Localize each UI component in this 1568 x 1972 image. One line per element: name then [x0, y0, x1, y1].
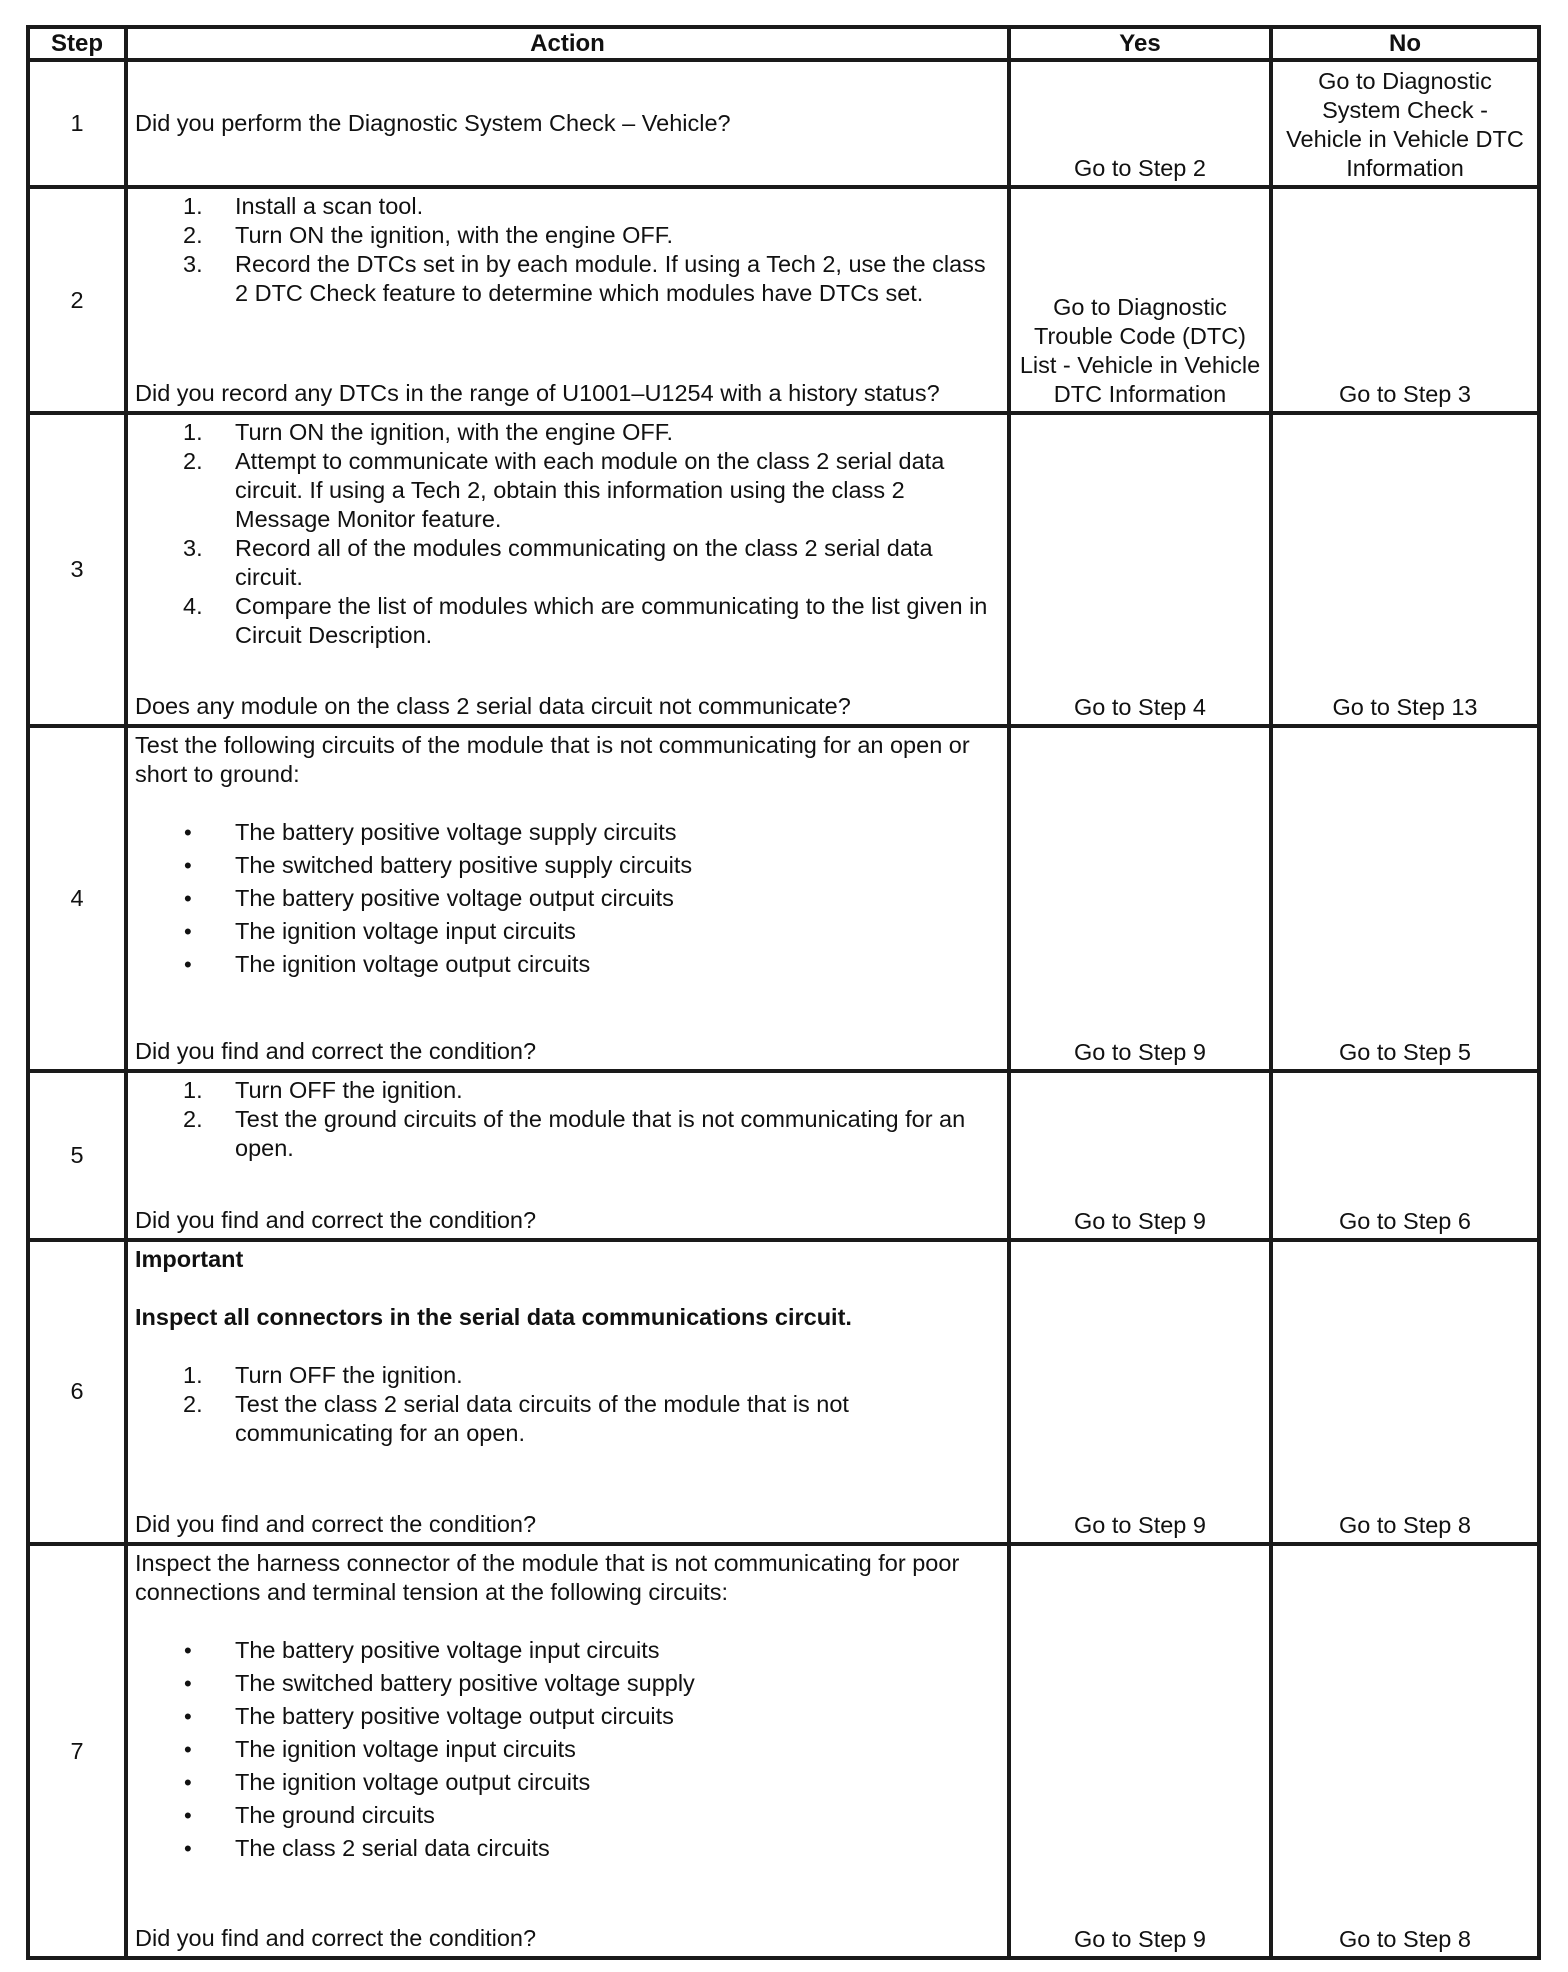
numbered-list: [135, 192, 999, 308]
no-cell: Go to Step 8: [1271, 1240, 1539, 1545]
step-number: 7: [28, 1544, 126, 1958]
list-item: • The ignition voltage input circuits: [184, 1736, 576, 1763]
header-row: [28, 27, 1539, 60]
question-text: Did you perform the Diagnostic System Check – Vehicle?: [135, 110, 731, 137]
list-item: 3. Record all of the modules communicating on the class 2 serial data circuit.: [183, 535, 933, 591]
list-item: 2. Turn ON the ignition, with the engine OFF.: [183, 222, 674, 249]
action-cell: [126, 187, 1009, 413]
yes-cell: Go to Step 4: [1009, 413, 1271, 726]
list-item: • The battery positive voltage supply circuits: [184, 819, 677, 846]
yes-cell: Go to Step 9: [1009, 1544, 1271, 1958]
table-row: [28, 187, 1539, 413]
list-item: 1. Turn OFF the ignition.: [183, 1361, 463, 1388]
list-item: 4. Compare the list of modules which are communicating to the list given in Circuit Description.: [183, 593, 988, 649]
important-text: Inspect all connectors in the serial data communications circuit.: [135, 1303, 852, 1330]
yes-cell: Go to Step 2: [1009, 60, 1271, 187]
list-item: • The ignition voltage output circuits: [184, 1769, 591, 1796]
step-number: 1: [28, 60, 126, 187]
table-row: [28, 1240, 1539, 1545]
no-cell: Go to Step 13: [1271, 413, 1539, 726]
action-cell: [126, 413, 1009, 726]
yes-cell: Go to Step 9: [1009, 726, 1271, 1071]
diagnostic-table: [26, 25, 1541, 1960]
header-no: No: [1271, 27, 1539, 60]
action-cell: [126, 1240, 1009, 1545]
step-number: 4: [28, 726, 126, 1071]
list-item: • The switched battery positive voltage supply: [184, 1670, 695, 1697]
intro-text: Test the following circuits of the module that is not communicating for an open or short to ground:: [135, 732, 970, 788]
numbered-list: [135, 1076, 999, 1163]
no-cell: Go to Step 8: [1271, 1544, 1539, 1958]
step-number: 3: [28, 413, 126, 726]
table-row: [28, 413, 1539, 726]
list-item: • The ignition voltage output circuits: [184, 951, 591, 978]
numbered-list: [135, 1361, 999, 1448]
list-item: 1. Install a scan tool.: [183, 193, 424, 220]
no-cell: Go to Diagnostic System Check - Vehicle in Vehicle DTC Information: [1271, 60, 1539, 187]
question-text: Did you find and correct the condition?: [135, 1038, 537, 1065]
table-row: [28, 1544, 1539, 1958]
bullet-list: [135, 818, 999, 979]
list-item: 3. Record the DTCs set in by each module. If using a Tech 2, use the class 2 DTC Check feature to determine which modules have DTCs set.: [183, 251, 986, 307]
table-row: [28, 1071, 1539, 1239]
table-row: [28, 726, 1539, 1071]
no-cell: Go to Step 5: [1271, 726, 1539, 1071]
yes-cell: Go to Diagnostic Trouble Code (DTC) List - Vehicle in Vehicle DTC Information: [1009, 187, 1271, 413]
step-number: 6: [28, 1240, 126, 1545]
list-item: 2. Test the class 2 serial data circuits of the module that is not communicating for an open.: [183, 1390, 849, 1446]
important-title: Important: [135, 1245, 244, 1272]
action-cell: [126, 1071, 1009, 1239]
yes-cell: Go to Step 9: [1009, 1240, 1271, 1545]
no-cell: Go to Step 6: [1271, 1071, 1539, 1239]
action-cell: [126, 726, 1009, 1071]
list-item: 1. Turn OFF the ignition.: [183, 1077, 463, 1104]
yes-cell: Go to Step 9: [1009, 1071, 1271, 1239]
header-yes: Yes: [1009, 27, 1271, 60]
list-item: • The battery positive voltage input circuits: [184, 1637, 660, 1664]
list-item: • The class 2 serial data circuits: [184, 1835, 550, 1862]
list-item: • The battery positive voltage output circuits: [184, 885, 674, 912]
question-text: Does any module on the class 2 serial data circuit not communicate?: [135, 693, 851, 720]
no-cell: Go to Step 3: [1271, 187, 1539, 413]
step-number: 2: [28, 187, 126, 413]
list-item: 2. Test the ground circuits of the module that is not communicating for an open.: [183, 1106, 966, 1162]
action-cell: [126, 1544, 1009, 1958]
header-action: Action: [126, 27, 1009, 60]
intro-text: Inspect the harness connector of the module that is not communicating for poor connections and terminal tension at the following circuits:: [135, 1550, 960, 1606]
action-cell: [126, 60, 1009, 187]
numbered-list: [135, 418, 999, 650]
table-row: [28, 60, 1539, 187]
header-step: Step: [28, 27, 126, 60]
list-item: • The battery positive voltage output circuits: [184, 1703, 674, 1730]
list-item: 2. Attempt to communicate with each module on the class 2 serial data circuit. If using a Tech 2, obtain this information using the class 2 Message Monitor feature.: [183, 448, 945, 533]
list-item: 1. Turn ON the ignition, with the engine OFF.: [183, 419, 674, 446]
question-text: Did you record any DTCs in the range of U1001–U1254 with a history status?: [135, 380, 940, 407]
question-text: Did you find and correct the condition?: [135, 1925, 537, 1951]
list-item: • The ground circuits: [184, 1802, 435, 1829]
list-item: • The switched battery positive supply circuits: [184, 852, 693, 879]
question-text: Did you find and correct the condition?: [135, 1511, 537, 1538]
list-item: • The ignition voltage input circuits: [184, 918, 576, 945]
step-number: 5: [28, 1071, 126, 1239]
bullet-list: [135, 1636, 999, 1863]
question-text: Did you find and correct the condition?: [135, 1206, 537, 1233]
